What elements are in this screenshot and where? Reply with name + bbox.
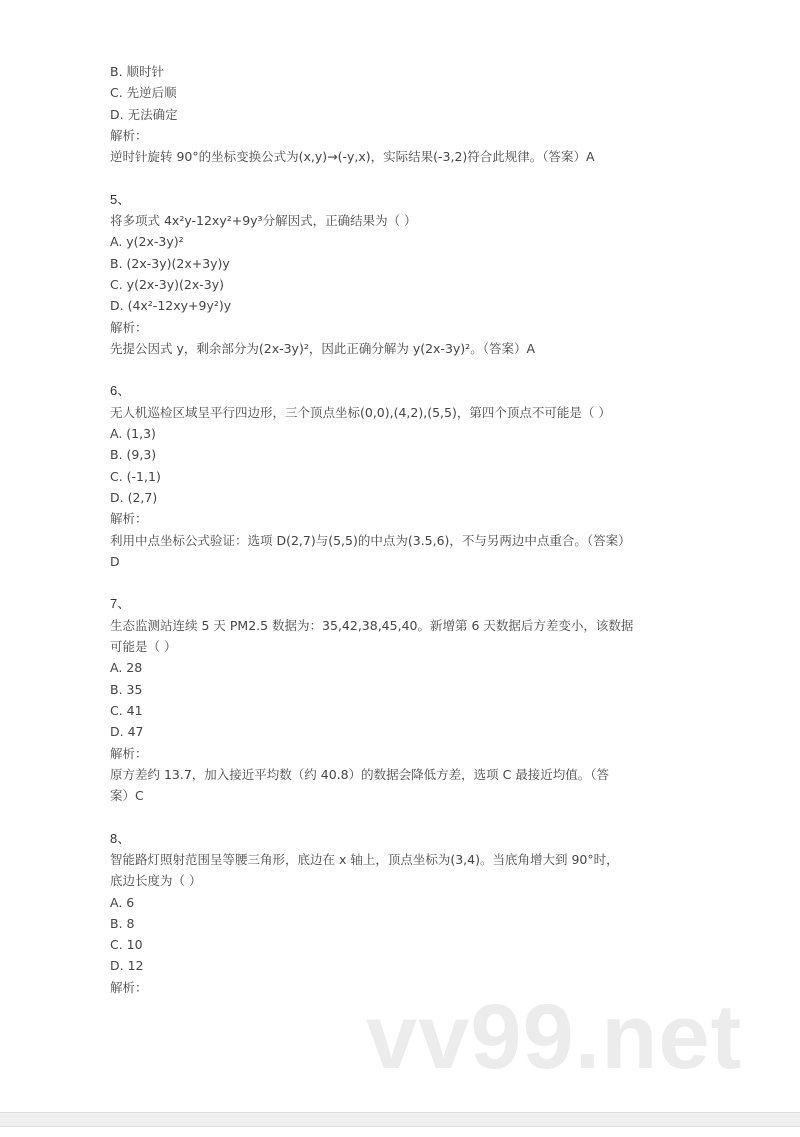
question-number: 5、: [110, 191, 131, 207]
question-block: [110, 359, 700, 572]
option: A. 28: [110, 660, 143, 676]
horizontal-scrollbar[interactable]: [0, 1112, 800, 1127]
question-stem: 将多项式 4x²y-12xy²+9y³分解因式，正确结果为（ ）: [110, 213, 417, 229]
option: D. (4x²-12xy+9y²)y: [110, 298, 232, 314]
question-stem: 底边长度为（ ）: [110, 873, 202, 889]
analysis-label: 解析：: [110, 319, 148, 335]
spacer: [110, 359, 700, 380]
analysis-label: 解析：: [110, 979, 148, 995]
analysis-label: 解析：: [110, 127, 148, 143]
question-block: [110, 572, 700, 806]
option: D. 47: [110, 724, 144, 740]
option: C. y(2x-3y)(2x-3y): [110, 276, 225, 292]
option: B. (9,3): [110, 447, 157, 463]
option: C. 先逆后顺: [110, 85, 177, 101]
question-stem: 可能是（ ）: [110, 639, 177, 655]
question-number: 6、: [110, 383, 131, 399]
question-list: [110, 167, 700, 998]
question-block: [110, 806, 700, 998]
question-stem: 智能路灯照射范围呈等腰三角形，底边在 x 轴上，顶点坐标为(3,4)。当底角增大到 90°时，: [110, 851, 619, 867]
option: B. 8: [110, 915, 135, 931]
option: C. 41: [110, 702, 143, 718]
question-4-tail: [110, 61, 700, 167]
option: D. 无法确定: [110, 106, 178, 122]
watermark: vv99.net: [366, 986, 743, 1088]
analysis-label: 解析：: [110, 745, 148, 761]
option: B. 35: [110, 681, 143, 697]
analysis-text: 利用中点坐标公式验证：选项 D(2,7)与(5,5)的中点为(3.5,6)，不与另两边中点重合。（答案）: [110, 532, 631, 548]
spacer: [110, 167, 700, 188]
analysis-text: D: [110, 553, 120, 569]
option: A. (1,3): [110, 426, 156, 442]
option: D. (2,7): [110, 489, 158, 505]
spacer: [110, 572, 700, 593]
question-block: [110, 167, 700, 359]
option: B. 顺时针: [110, 64, 165, 79]
option: B. (2x-3y)(2x+3y)y: [110, 255, 230, 271]
option: A. y(2x-3y)²: [110, 234, 184, 250]
question-number: 8、: [110, 830, 131, 846]
question-number: 7、: [110, 596, 131, 612]
option: C. (-1,1): [110, 468, 161, 484]
analysis-text: 逆时针旋转 90°的坐标变换公式为(x,y)→(-y,x)，实际结果(-3,2)符合此规律。（答案）A: [110, 149, 595, 165]
option: A. 6: [110, 894, 135, 910]
analysis-text: 先提公因式 y，剩余部分为(2x-3y)²，因此正确分解为 y(2x-3y)²。（答案）A: [110, 340, 535, 356]
option: C. 10: [110, 937, 143, 953]
analysis-label: 解析：: [110, 511, 148, 527]
spacer: [110, 806, 700, 827]
question-stem: 无人机巡检区域呈平行四边形，三个顶点坐标(0,0),(4,2),(5,5)，第四个顶点不可能是（ ）: [110, 404, 611, 420]
analysis-text: 原方差约 13.7，加入接近平均数（约 40.8）的数据会降低方差，选项 C 最接近均值。（答: [110, 766, 610, 782]
option: D. 12: [110, 958, 144, 974]
analysis-text: 案）C: [110, 788, 144, 804]
document-body: [110, 61, 700, 998]
question-stem: 生态监测站连续 5 天 PM2.5 数据为：35,42,38,45,40。新增第 6 天数据后方差变小，该数据: [110, 617, 634, 633]
